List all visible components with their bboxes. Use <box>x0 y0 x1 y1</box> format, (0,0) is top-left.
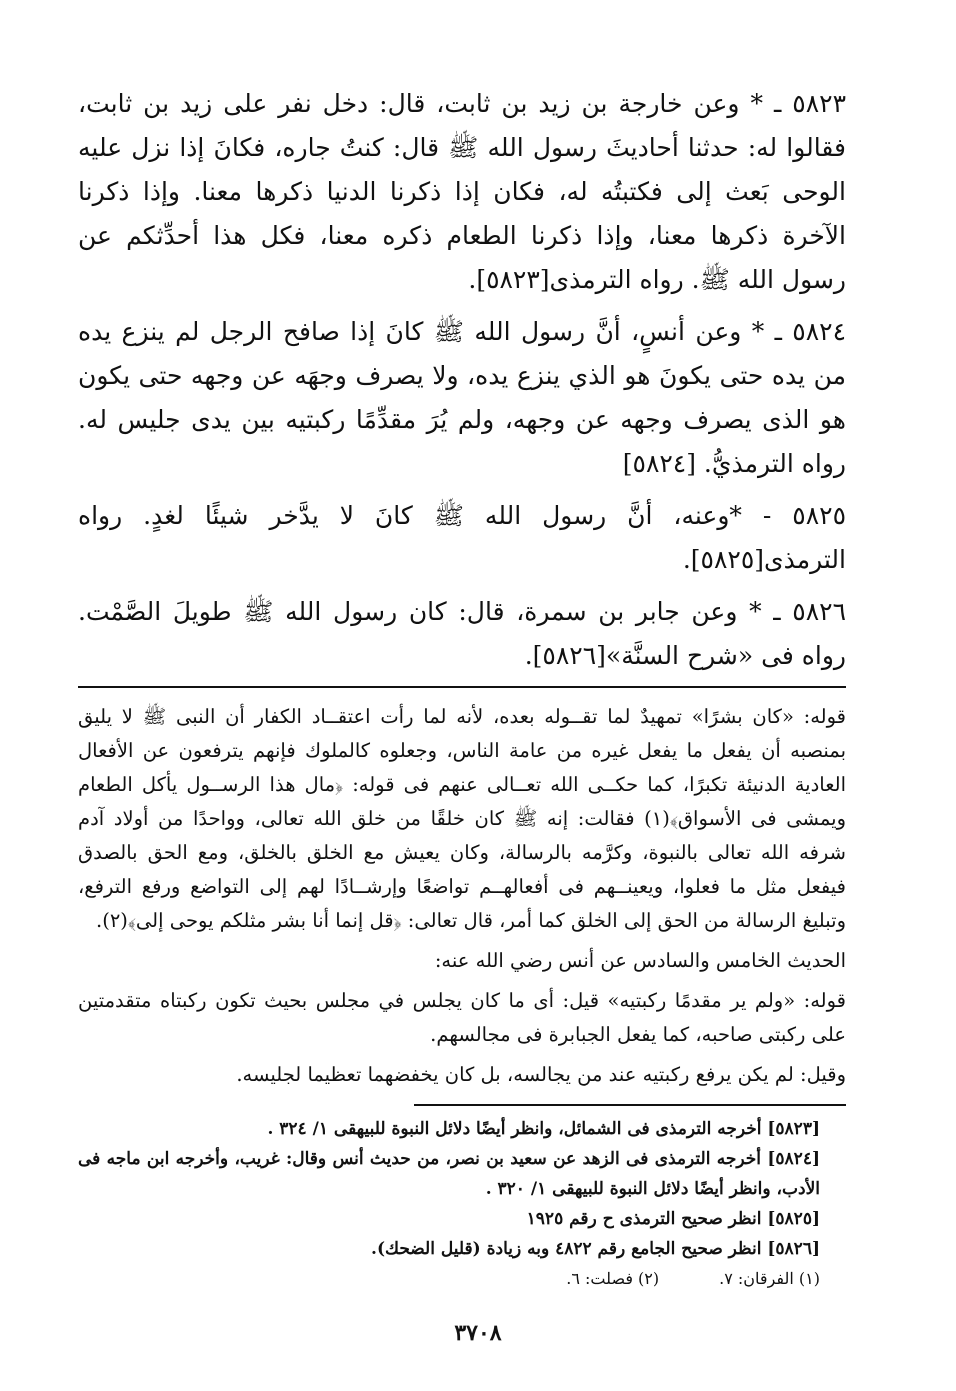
hadith-5825: ٥٨٢٥ - *وعنه، أنَّ رسول الله ﷺ كانَ لا يدَّخر شيئًا لغدٍ. رواه الترمذى[٥٨٢٥]. <box>78 501 846 574</box>
footnote-5826: [٥٨٢٦] انظر صحيح الجامع رقم ٤٨٢٢ وبه زيادة (قليل الضحك). <box>371 1239 820 1259</box>
footnote-5825: [٥٨٢٥] انظر صحيح الترمذى ح رقم ١٩٢٥ <box>526 1209 820 1229</box>
verse-note-2: (٢) فصلت: ٦. <box>566 1269 660 1288</box>
page-number: ٣٧٠٨ <box>454 1320 502 1346</box>
hadith-5824: ٥٨٢٤ ـ * وعن أنسٍ، أنَّ رسول الله ﷺ كانَ إذا صافح الرجل لم ينزع يده من يده حتى يكونَ هو الذي ينزع يده، ولا يصرف وجهَه عن وجهه حتى يكون هو الذى يصرف وجهه عن وجهه، ولم يُرَ مقدِّمًا ركبتيه بين يدى جليس له. رواه الترمذيُّ. [٥٨٢٤] <box>78 317 846 478</box>
main-divider <box>78 686 846 688</box>
commentary-paragraph-3: وقيل: لم يكن يرفع ركبتيه عند من يجالسه، بل كان يخفضهما تعظيما لجليسه. <box>236 1063 846 1086</box>
verse-footnotes <box>78 1264 846 1294</box>
footnote-5824: [٥٨٢٤] أخرجه الترمذى فى الزهد عن سعيد بن نصر، من حديث أنس وقال: غريب، وأخرجه ابن ماجه فى الأدب، وانظر أيضًا دلائل النبوة للبيهقى ١/ ٣٢٠ . <box>78 1149 820 1199</box>
commentary-paragraph-1: قوله: «كان بشرًا» تمهيدٌ لما تقــوله بعده، لأنه لما رأت اعتقــاد الكفار أن النبى ﷺ لا يليق بمنصبه أن يفعل ما يفعل غيره من عامة الناس، وجعلوه كالملوك فإنهم يترفعون عن الأفعال العادية الدنيئة تكبرًا، كما حكــى الله تعــالى عنهم فى قوله: ﴿مال هذا الرســول يأكل الطعام ويمشى فى الأسواق﴾(١) فقالت: إنه ﷺ كان خلقًا من خلق الله تعالى، وواحدًا من أولاد آدم شرفه الله تعالى بالنبوة، وكرَّمه بالرسالة، وكان يعيش مع الخلق بالخلق، ومع الحق بالصدق فيفعل مثل ما فعلوا، ويعينــهم فى أفعالهــم تواضعًا وإرشــادًا لهم إلى التواضع ورفع الترفع، وتبليغ الرسالة من الحق إلى الخلق كما أمر، قال تعالى: ﴿قل إنما أنا بشر مثلكم يوحى إلى﴾(٢). <box>78 705 846 932</box>
hadith-5823: ٥٨٢٣ ـ * وعن خارجة بن زيد بن ثابت، قال: دخل نفر على زيد بن ثابت، فقالوا له: حدثنا أحاديثَ رسول الله ﷺ قال: كنتُ جاره، فكانَ إذا نزل عليه الوحى بَعث إلى فكتبتُه له، فكان إذا ذكرنا الدنيا ذكرها معنا. وإذا ذكرنا الآخرة ذكرها معنا، وإذا ذكرنا الطعام ذكره معنا، فكل هذا أحدِّثكم عن رسول الله ﷺ. رواه الترمذى[٥٨٢٣]. <box>78 89 846 294</box>
footnote-5823: [٥٨٢٣] أخرجه الترمذى فى الشمائل، وانظر أيضًا دلائل النبوة للبيهقى ١/ ٣٢٤ . <box>267 1119 820 1139</box>
commentary-paragraph-2: قوله: «ولم ير مقدمًا ركبتيه» قيل: أى ما كان يجلس في مجلس بحيث تكون ركبتاه متقدمتين على ركبتى صاحبه، كما يفعل الجبابرة فى مجالسهم. <box>78 989 846 1046</box>
page-content <box>78 82 846 1294</box>
verse-note-1: (١) الفرقان: ٧. <box>719 1269 820 1288</box>
hadith-5826: ٥٨٢٦ ـ * وعن جابر بن سمرة، قال: كان رسول الله ﷺ طويلَ الصَّمْت. رواه فى «شرح السنَّة»[٥٨٢٦]. <box>78 597 846 670</box>
commentary-heading: الحديث الخامس والسادس عن أنس رضي الله عنه: <box>434 949 846 972</box>
footnote-divider <box>414 1104 846 1106</box>
